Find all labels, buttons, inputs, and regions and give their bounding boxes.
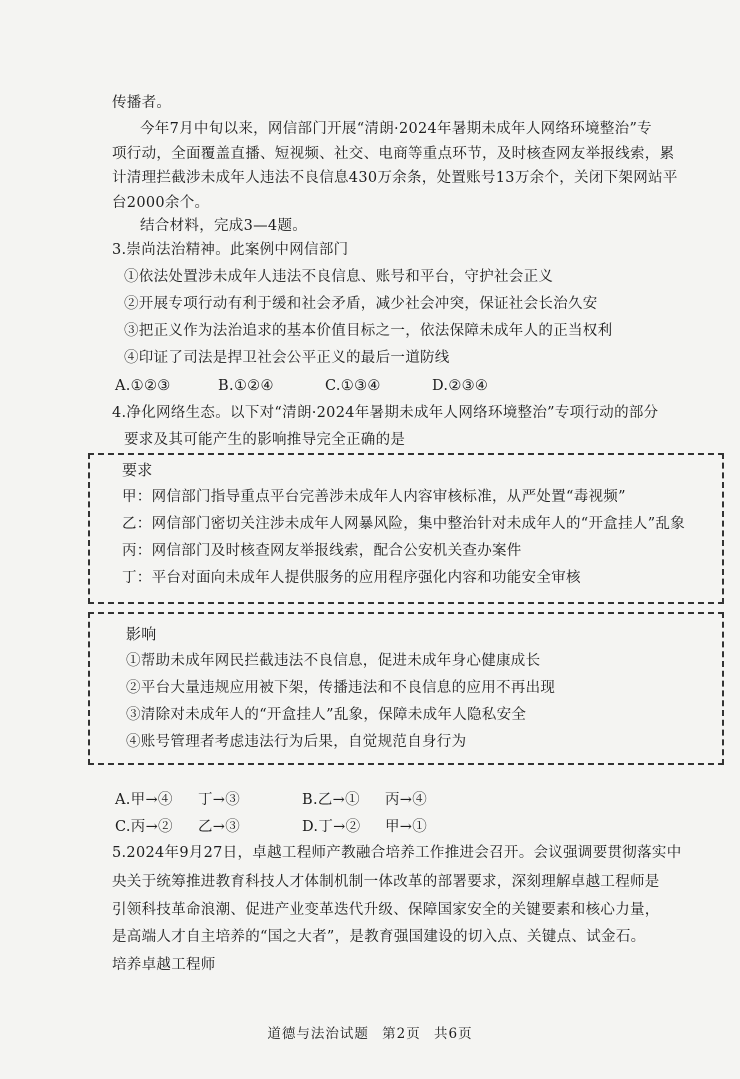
requirement-item: 丙：网信部门及时核查网友举报线索，配合公安机关查办案件 [122,543,522,559]
q4-choice-d-second: 甲→① [385,819,428,835]
q3-choice-d: D.②③④ [432,378,489,394]
q3-choice-b: B.①②④ [218,378,274,394]
q3-option-1: ①依法处置涉未成年人违法不良信息、账号和平台，守护社会正义 [124,269,554,285]
footer-subject: 道德与法治试题 [267,1026,369,1042]
impact-item: ②平台大量违规应用被下架，传播违法和不良信息的应用不再出现 [126,680,556,696]
requirement-item: 甲：网信部门指导重点平台完善涉未成年人内容审核标准，从严处置“毒视频” [122,489,626,505]
footer-page: 第2页 [382,1026,421,1042]
q3-option-2: ②开展专项行动有利于缓和社会矛盾，减少社会冲突，保证社会长治久安 [124,296,598,312]
q4-choice-b: B.乙→① [302,792,360,808]
impact-item: ①帮助未成年网民拦截违法不良信息，促进未成年身心健康成长 [126,653,541,669]
q5-line: 央关于统筹推进教育科技人才体制机制一体改革的部署要求，深刻理解卓越工程师是 [112,874,660,890]
q3-stem: 3.崇尚法治精神。此案例中网信部门 [112,242,349,258]
intro-line-0: 传播者。 [112,95,172,111]
q5-line: 是高端人才自主培养的“国之大者”，是教育强国建设的切入点、关键点、试金石。 [112,929,646,945]
q4-stem-line-2: 要求及其可能产生的影响推导完全正确的是 [124,432,406,448]
q5-line: 培养卓越工程师 [112,957,216,973]
impacts-title: 影响 [126,625,157,643]
intro-para-line: 项行动，全面覆盖直播、短视频、社交、电商等重点环节，及时核查网友举报线索，累 [112,146,675,162]
intro-para-line: 计清理拦截涉未成年人违法不良信息430万余条，处置账号13万余个，关闭下架网站平 [112,170,678,186]
requirements-title: 要求 [122,461,153,479]
q4-choice-a: A.甲→④ [115,792,173,808]
q3-choice-a: A.①②③ [115,378,171,394]
impact-item: ③清除对未成年人的“开盒挂人”乱象，保障未成年人隐私安全 [126,707,527,723]
q5-line: 引领科技革命浪潮、促进产业变革迭代升级、保障国家安全的关键要素和核心力量， [112,902,660,918]
q3-choice-c: C.①③④ [325,378,381,394]
page-footer [0,1022,740,1042]
intro-para-line: 台2000余个。 [112,195,210,211]
q3-option-4: ④印证了司法是捍卫社会公平正义的最后一道防线 [124,350,450,366]
intro-para-line: 今年7月中旬以来，网信部门开展“清朗·2024年暑期未成年人网络环境整治”专 [140,121,652,137]
q4-choice-c: C.丙→② [115,819,173,835]
q4-choice-a-second: 丁→③ [198,792,241,808]
q4-choice-b-second: 丙→④ [385,792,428,808]
q4-stem-line-1: 4.净化网络生态。以下对“清朗·2024年暑期未成年人网络环境整治”专项行动的部分 [112,405,659,421]
requirement-item: 丁：平台对面向未成年人提供服务的应用程序强化内容和功能安全审核 [122,570,581,586]
q4-choice-c-second: 乙→③ [198,819,241,835]
requirement-item: 乙：网信部门密切关注涉未成年人网暴风险，集中整治针对未成年人的“开盒挂人”乱象 [122,516,686,532]
q5-line: 5.2024年9月27日，卓越工程师产教融合培养工作推进会召开。会议强调要贯彻落实中 [112,845,682,861]
impact-item: ④账号管理者考虑违法行为后果，自觉规范自身行为 [126,734,467,750]
instruction: 结合材料，完成3—4题。 [140,218,308,234]
footer-total: 共6页 [434,1026,473,1042]
q3-option-3: ③把正义作为法治追求的基本价值目标之一，依法保障未成年人的正当权利 [124,323,613,339]
q4-choice-d: D.丁→② [302,819,361,835]
